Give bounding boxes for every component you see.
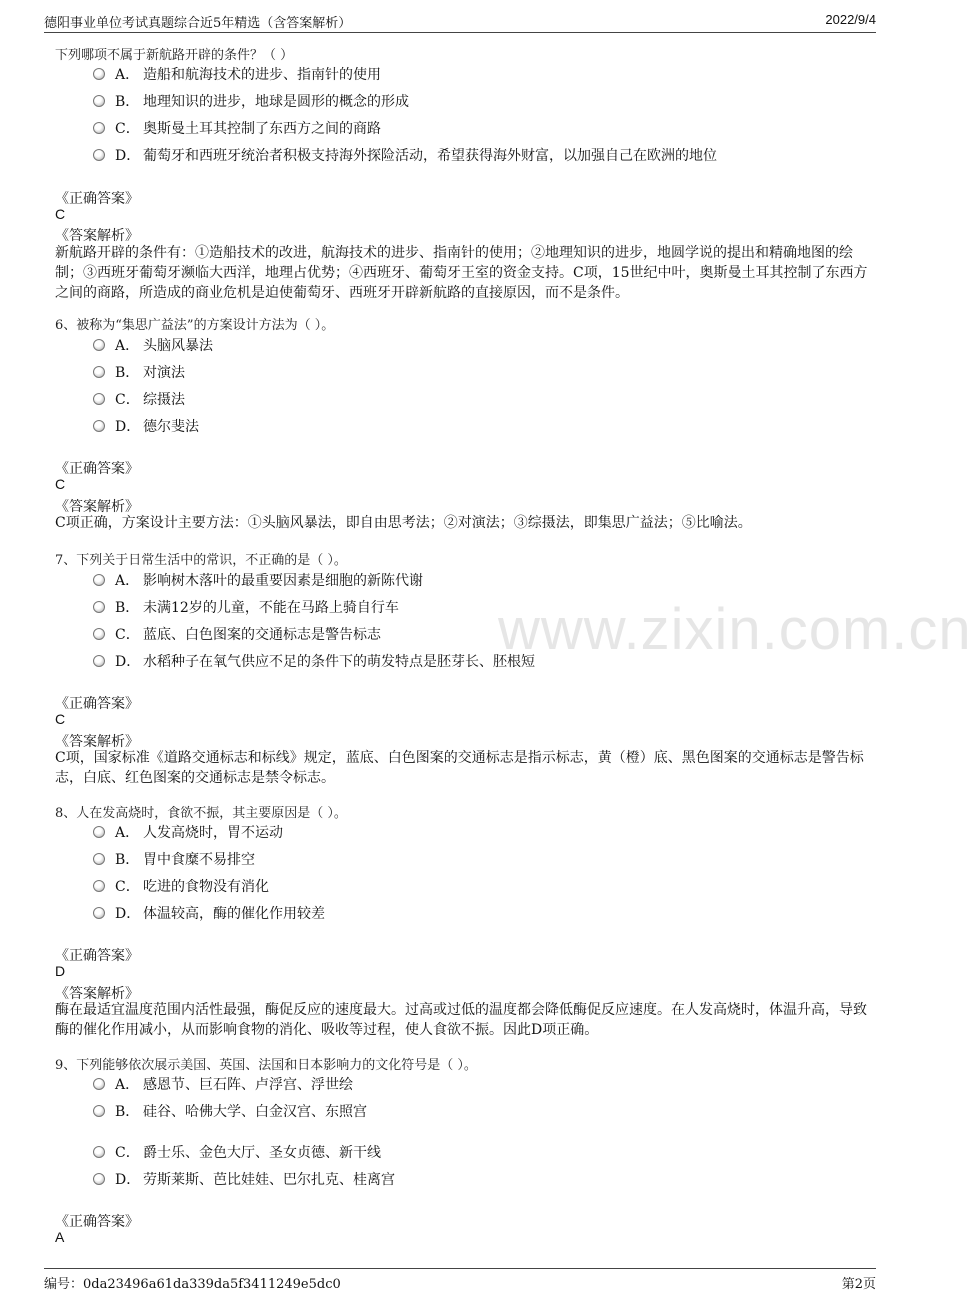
option-b[interactable]: B． 地理知识的进步，地球是圆形的概念的形成 — [93, 91, 409, 111]
correct-answer: C — [55, 711, 66, 727]
radio-icon[interactable] — [93, 826, 105, 838]
correct-answer: D — [55, 963, 66, 979]
option-d[interactable]: D． 水稻种子在氧气供应不足的条件下的萌发特点是胚芽长、胚根短 — [93, 651, 535, 671]
analysis-text: 新航路开辟的条件有：①造船技术的改进，航海技术的进步、指南针的使用；②地理知识的进步，地圆学说的提出和精确地图的绘制；③西班牙葡萄牙濒临大西洋，地理占优势；④西班牙、葡萄牙王室的资金支持。C项，15世纪中叶，奥斯曼土耳其控制了东西方之间的商路，所造成的商业危机是迫使葡萄牙、西班牙开辟新航路的直接原因，而不是条件。 — [55, 245, 868, 301]
option-c[interactable]: C． 综摄法 — [93, 389, 185, 409]
question-8-text: 8、人在发高烧时，食欲不振，其主要原因是（ ）。 — [55, 806, 347, 821]
radio-icon[interactable] — [93, 95, 105, 107]
option-a[interactable]: A． 感恩节、巨石阵、卢浮宫、浮世绘 — [93, 1074, 353, 1094]
option-d[interactable]: D． 体温较高，酶的催化作用较差 — [93, 903, 325, 923]
radio-icon[interactable] — [93, 149, 105, 161]
option-a[interactable]: A． 人发高烧时，胃不运动 — [93, 822, 283, 842]
radio-icon[interactable] — [93, 907, 105, 919]
document-title: 德阳事业单位考试真题综合近5年精选（含答案解析） — [44, 16, 352, 31]
radio-icon[interactable] — [93, 122, 105, 134]
option-c[interactable]: C． 吃进的食物没有消化 — [93, 876, 269, 896]
radio-icon[interactable] — [93, 68, 105, 80]
page-footer — [44, 1268, 876, 1291]
option-c[interactable]: C． 蓝底、白色图案的交通标志是警告标志 — [93, 624, 381, 644]
radio-icon[interactable] — [93, 1105, 105, 1117]
radio-icon[interactable] — [93, 880, 105, 892]
watermark: www.zixin.com.cn — [498, 597, 972, 662]
option-a[interactable]: A． 头脑风暴法 — [93, 335, 213, 355]
radio-icon[interactable] — [93, 1173, 105, 1185]
correct-answer: C — [55, 476, 66, 492]
answer-label: 《正确答案》 — [55, 191, 139, 207]
option-b[interactable]: B． 硅谷、哈佛大学、白金汉宫、东照宫 — [93, 1101, 367, 1121]
radio-icon[interactable] — [93, 574, 105, 586]
question-5-text: 下列哪项不属于新航路开辟的条件？（ ） — [55, 48, 294, 63]
option-d[interactable]: D． 劳斯莱斯、芭比娃娃、巴尔扎克、桂离宫 — [93, 1169, 395, 1189]
option-a[interactable]: A． 影响树木落叶的最重要因素是细胞的新陈代谢 — [93, 570, 423, 590]
document-code: 编号：0da23496a61da339da5f3411249e5dc0 — [44, 1277, 341, 1292]
radio-icon[interactable] — [93, 628, 105, 640]
page-number: 第2页 — [841, 1277, 876, 1292]
radio-icon[interactable] — [93, 393, 105, 405]
correct-answer: C — [55, 206, 66, 222]
analysis-label: 《答案解析》 — [55, 986, 139, 1002]
correct-answer: A — [55, 1229, 65, 1245]
radio-icon[interactable] — [93, 1078, 105, 1090]
analysis-label: 《答案解析》 — [55, 228, 139, 244]
document-date: 2022/9/4 — [825, 12, 876, 27]
analysis-text: C项，国家标准《道路交通标志和标线》规定，蓝底、白色图案的交通标志是指示标志，黄（橙）底、黑色图案的交通标志是警告标志，白底、红色图案的交通标志是禁令标志。 — [55, 750, 864, 786]
analysis-text: C项正确，方案设计主要方法：①头脑风暴法，即自由思考法；②对演法；③综摄法，即集思广益法；⑤比喻法。 — [55, 515, 752, 531]
option-c[interactable]: C． 奥斯曼土耳其控制了东西方之间的商路 — [93, 118, 381, 138]
option-d[interactable]: D． 葡萄牙和西班牙统治者积极支持海外探险活动，希望获得海外财富，以加强自己在欧洲的地位 — [93, 145, 717, 165]
option-b[interactable]: B． 胃中食糜不易排空 — [93, 849, 255, 869]
radio-icon[interactable] — [93, 655, 105, 667]
option-c[interactable]: C． 爵士乐、金色大厅、圣女贞德、新干线 — [93, 1142, 381, 1162]
analysis-text: 酶在最适宜温度范围内活性最强，酶促反应的速度最大。过高或过低的温度都会降低酶促反应速度。在人发高烧时，体温升高，导致酶的催化作用减小，从而影响食物的消化、吸收等过程，使人食欲不振。因此D项正确。 — [55, 1002, 867, 1038]
answer-label: 《正确答案》 — [55, 948, 139, 964]
radio-icon[interactable] — [93, 339, 105, 351]
option-b[interactable]: B． 对演法 — [93, 362, 185, 382]
question-7-text: 7、下列关于日常生活中的常识，不正确的是（ ）。 — [55, 553, 347, 568]
radio-icon[interactable] — [93, 853, 105, 865]
answer-label: 《正确答案》 — [55, 1214, 139, 1230]
question-9-text: 9、下列能够依次展示美国、英国、法国和日本影响力的文化符号是（ ）。 — [55, 1058, 477, 1073]
page-header — [44, 10, 876, 33]
radio-icon[interactable] — [93, 420, 105, 432]
analysis-label: 《答案解析》 — [55, 734, 139, 750]
radio-icon[interactable] — [93, 601, 105, 613]
option-b[interactable]: B． 未满12岁的儿童，不能在马路上骑自行车 — [93, 597, 399, 617]
option-d[interactable]: D． 德尔斐法 — [93, 416, 199, 436]
question-6-text: 6、被称为“集思广益法”的方案设计方法为（ ）。 — [55, 318, 335, 333]
radio-icon[interactable] — [93, 366, 105, 378]
analysis-label: 《答案解析》 — [55, 499, 139, 515]
answer-label: 《正确答案》 — [55, 461, 139, 477]
option-a[interactable]: A． 造船和航海技术的进步、指南针的使用 — [93, 64, 381, 84]
answer-label: 《正确答案》 — [55, 696, 139, 712]
radio-icon[interactable] — [93, 1146, 105, 1158]
